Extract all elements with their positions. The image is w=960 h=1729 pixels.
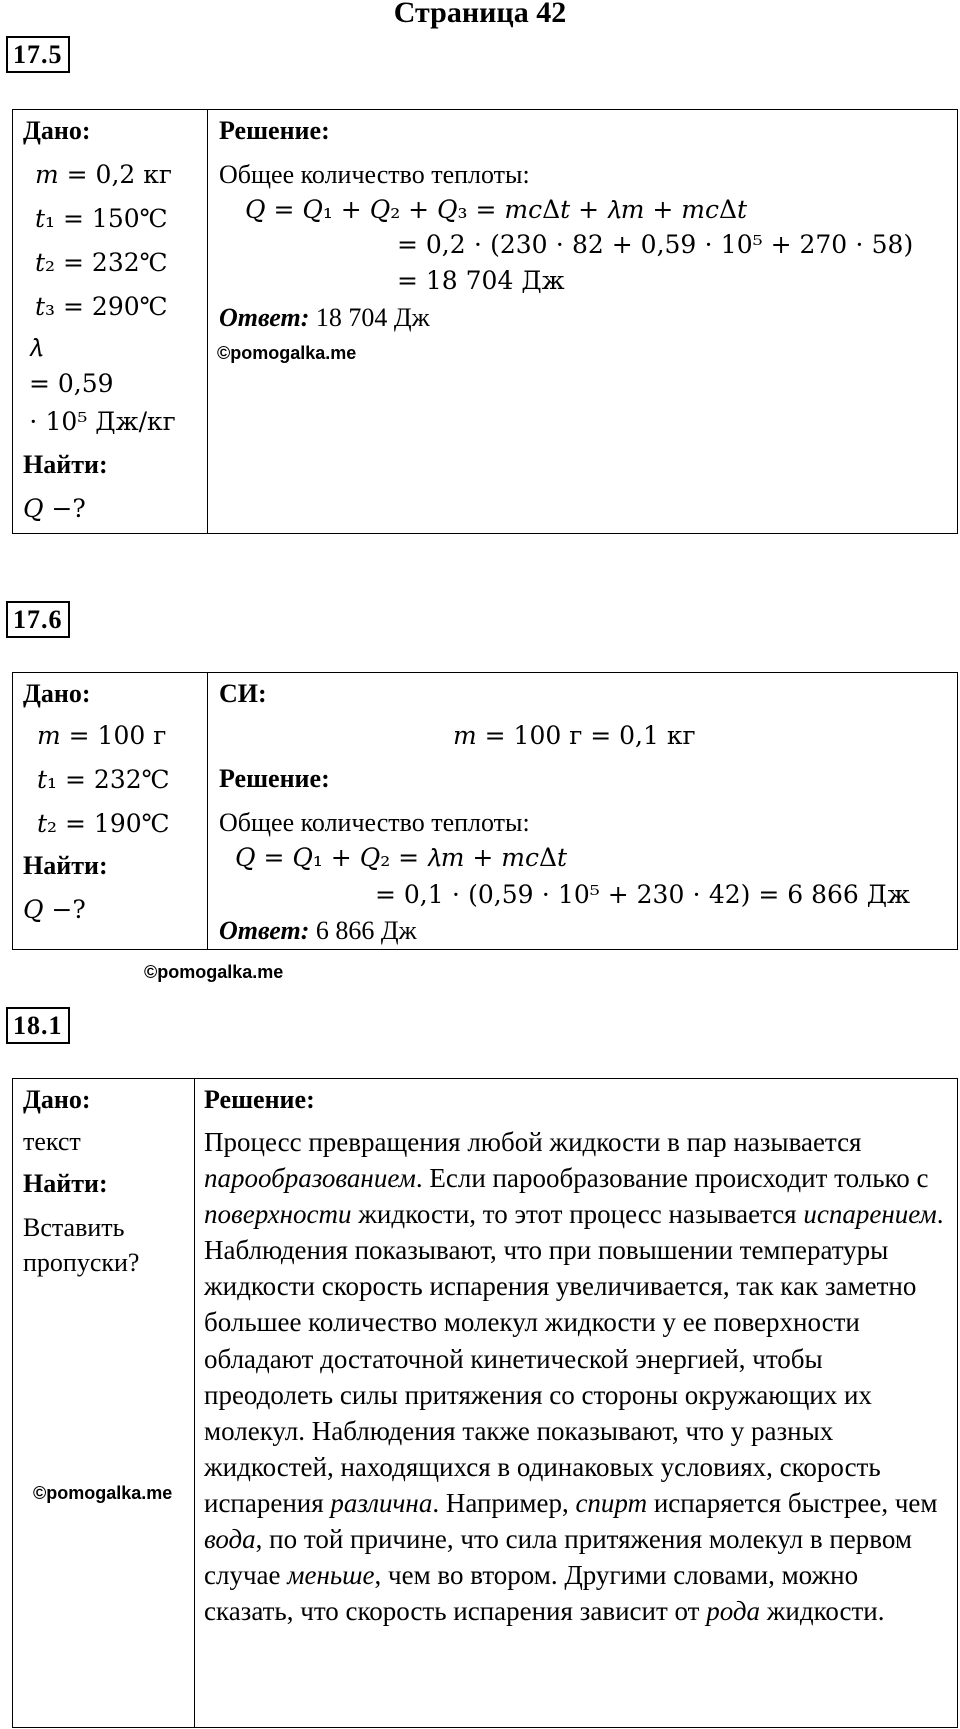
text-segment: жидкости. bbox=[760, 1596, 885, 1627]
given-lambda: 𝜆 bbox=[29, 333, 43, 362]
column-divider bbox=[207, 110, 208, 533]
text-segment: , по той причине, что сила притяжения молекул в первом случае bbox=[204, 1524, 912, 1591]
answer-term: спирт bbox=[575, 1487, 648, 1518]
text-segment: Процесс превращения любой жидкости в пар называется bbox=[204, 1127, 862, 1157]
answer-value: 18 704 Дж bbox=[309, 303, 430, 332]
answer-term: вода bbox=[204, 1524, 256, 1555]
answer bbox=[219, 913, 417, 949]
given-lambda-unit: ⋅ 10⁵ Дж/кг bbox=[29, 407, 176, 436]
text-segment: . Например, bbox=[432, 1487, 576, 1518]
given-mass: 𝑚 = 0,2 кг bbox=[35, 160, 172, 189]
solution-label: Решение: bbox=[204, 1085, 315, 1114]
given-label: Дано: bbox=[23, 679, 91, 708]
given-lambda-value: = 0,59 bbox=[29, 369, 114, 398]
text-segment: . Если парообразование происходит только с bbox=[415, 1163, 929, 1194]
solution-text bbox=[204, 1124, 954, 1629]
find-q: 𝑄 −? bbox=[23, 895, 86, 924]
given-mass: 𝑚 = 100 г bbox=[37, 721, 167, 750]
si-conversion: 𝑚 = 100 г = 0,1 кг bbox=[453, 721, 696, 750]
equation-2: = 0,2 ⋅ (230 ⋅ 82 + 0,59 ⋅ 10⁵ + 270 ⋅ 58) bbox=[397, 230, 914, 259]
answer-value: 6 866 Дж bbox=[309, 916, 417, 945]
find-label: Найти: bbox=[23, 851, 108, 880]
problem-17-5-table bbox=[12, 109, 958, 534]
problem-number-18-1: 18.1 bbox=[6, 1007, 70, 1044]
page-title: Страница 42 bbox=[393, 0, 567, 29]
watermark: ©pomogalka.me bbox=[217, 343, 357, 363]
answer-label: Ответ: bbox=[219, 303, 310, 332]
watermark: ©pomogalka.me bbox=[144, 962, 284, 982]
equation-2: = 0,1 ⋅ (0,59 ⋅ 10⁵ + 230 ⋅ 42) = 6 866 Дж bbox=[375, 880, 911, 909]
given-label: Дано: bbox=[23, 1085, 91, 1114]
solution-intro: Общее количество теплоты: bbox=[219, 808, 530, 837]
given-t1: 𝑡₁ = 150℃ bbox=[35, 204, 168, 233]
equation-1: 𝑄 = 𝑄₁ + 𝑄₂ + 𝑄₃ = 𝑚𝑐Δ𝑡 + 𝜆𝑚 + 𝑚𝑐Δ𝑡 bbox=[245, 195, 748, 224]
text-segment: . Наблюдения показывают, что при повышении температуры жидкости скорость испарения увеличивается, так как заметно большее количество молекул жидкости у ее поверхности обладают достаточной кинетической энергией, чтобы преодолеть силы притяжения со стороны окружающих их молекул. Наблюдения также показывают, что у разных жидкостей, находящихся в одинаковых условиях, скорость испарения bbox=[204, 1199, 944, 1518]
answer-label: Ответ: bbox=[219, 916, 310, 945]
find-line-2: пропуски? bbox=[23, 1248, 140, 1277]
given-t2: 𝑡₂ = 232℃ bbox=[35, 248, 168, 277]
problem-18-1-table bbox=[12, 1078, 958, 1728]
column-divider bbox=[194, 1079, 195, 1727]
text-segment: , чем во втором. Другими словами, можно сказать, что скорость испарения зависит от bbox=[204, 1560, 859, 1627]
find-label: Найти: bbox=[23, 1169, 108, 1198]
solution-intro: Общее количество теплоты: bbox=[219, 160, 530, 189]
given-label: Дано: bbox=[23, 116, 91, 145]
solution-label: Решение: bbox=[219, 116, 330, 145]
answer-term: меньше bbox=[287, 1560, 375, 1591]
problem-17-6-table bbox=[12, 672, 958, 950]
answer-term: испарением bbox=[803, 1199, 937, 1230]
find-q: 𝑄 −? bbox=[23, 494, 86, 523]
watermark: ©pomogalka.me bbox=[33, 1483, 173, 1503]
answer-term: рода bbox=[706, 1596, 761, 1627]
find-label: Найти: bbox=[23, 450, 108, 479]
solution-label: Решение: bbox=[219, 764, 330, 793]
column-divider bbox=[207, 673, 208, 949]
text-segment: жидкости, то этот процесс называется bbox=[351, 1199, 804, 1230]
find-line-1: Вставить bbox=[23, 1213, 125, 1242]
problem-number-17-5: 17.5 bbox=[6, 36, 70, 73]
answer-term: поверхности bbox=[204, 1199, 352, 1230]
problem-number-17-6: 17.6 bbox=[6, 601, 70, 638]
answer-term: различна bbox=[330, 1487, 433, 1518]
given-t2: 𝑡₂ = 190℃ bbox=[37, 809, 170, 838]
si-label: СИ: bbox=[219, 679, 267, 708]
given-t3: 𝑡₃ = 290℃ bbox=[35, 292, 168, 321]
answer bbox=[219, 300, 430, 336]
given-t1: 𝑡₁ = 232℃ bbox=[37, 765, 170, 794]
equation-1: 𝑄 = 𝑄₁ + 𝑄₂ = 𝜆𝑚 + 𝑚𝑐Δ𝑡 bbox=[235, 843, 568, 872]
equation-3: = 18 704 Дж bbox=[397, 266, 565, 295]
text-segment: испаряется быстрее, чем bbox=[647, 1487, 938, 1518]
given-text: текст bbox=[23, 1127, 81, 1156]
answer-term: парообразованием bbox=[204, 1163, 416, 1194]
